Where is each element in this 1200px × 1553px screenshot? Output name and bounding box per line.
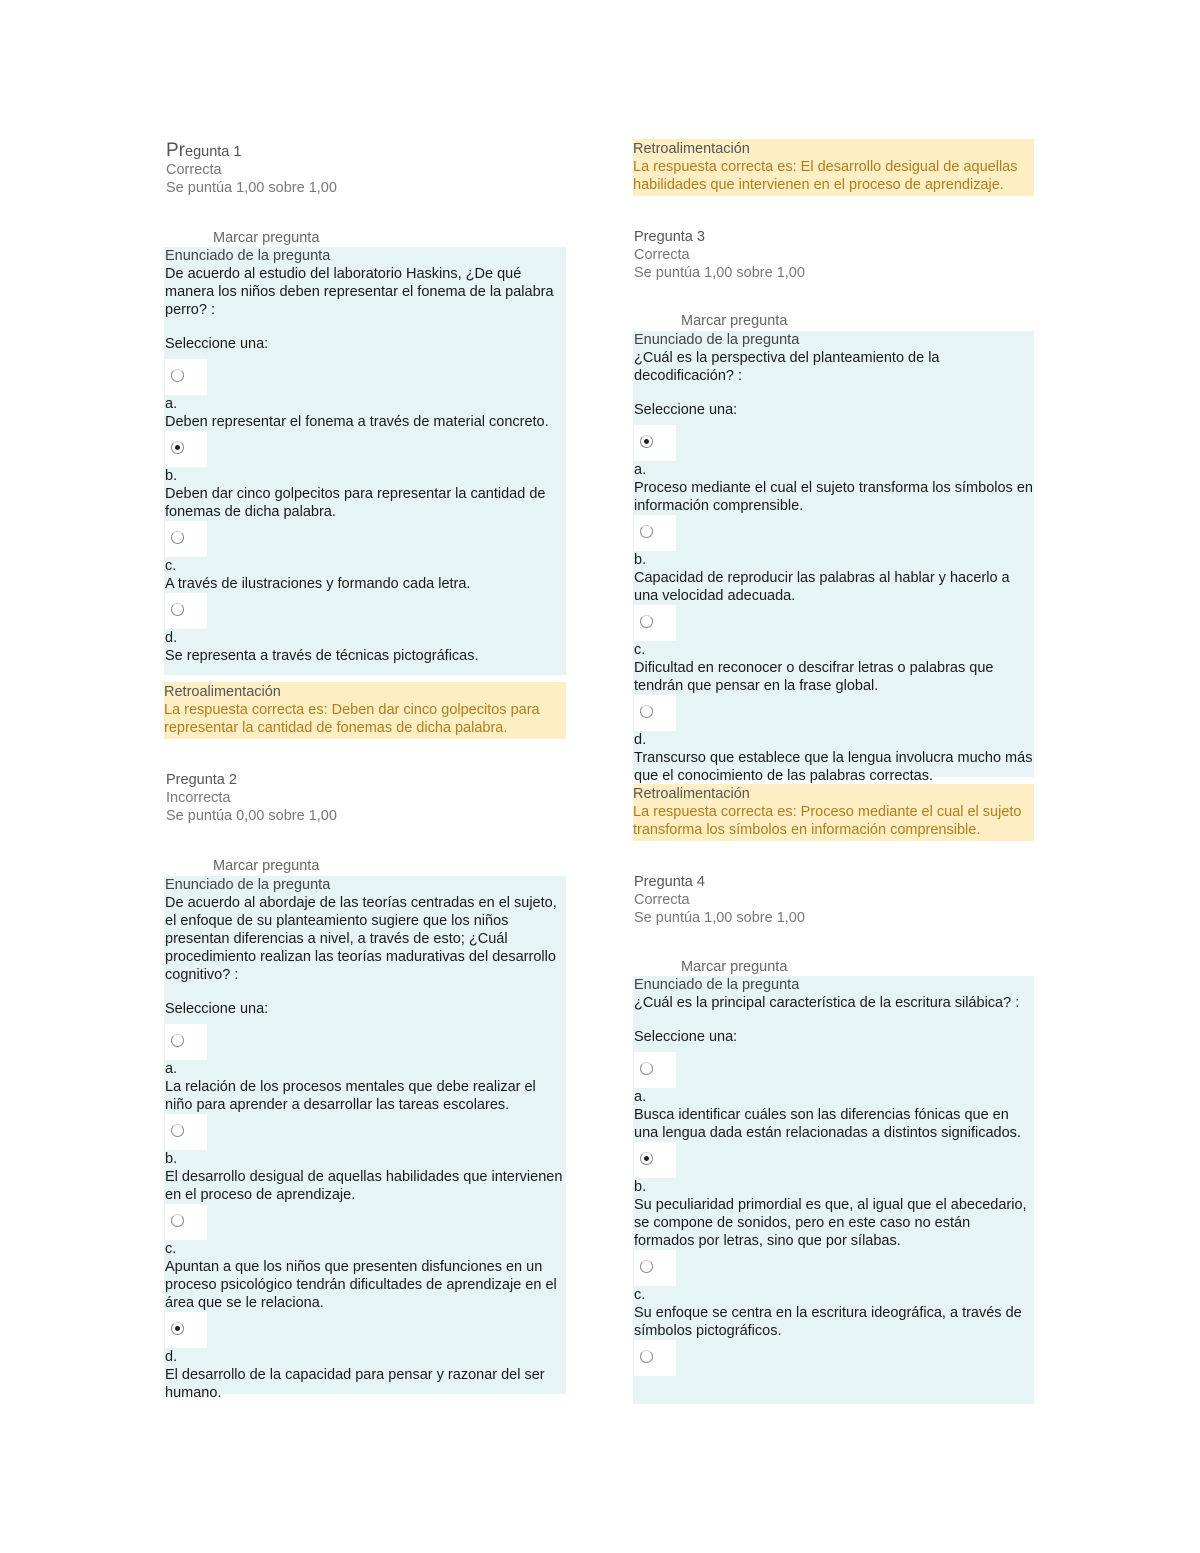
option-letter: d. <box>634 732 647 748</box>
q3-grade: Se puntúa 1,00 sobre 1,00 <box>634 265 805 281</box>
q3-options <box>634 425 1034 785</box>
q2-feedback <box>633 139 1034 196</box>
q1-feedback <box>164 682 566 739</box>
q4-options <box>634 1052 1034 1340</box>
option-text: A través de ilustraciones y formando cada letra. <box>165 576 471 592</box>
option-text: Capacidad de reproducir las palabras al hablar y hacerlo a una velocidad adecuada. <box>634 570 1010 604</box>
q4-enunciado-label: Enunciado de la pregunta <box>634 977 800 993</box>
option-text: Su enfoque se centra en la escritura ideográfica, a través de símbolos pictográficos. <box>634 1305 1022 1339</box>
option-text: Proceso mediante el cual el sujeto transforma los símbolos en información comprensible. <box>634 480 1033 514</box>
q3-option-b[interactable] <box>634 515 1034 605</box>
option-letter: b. <box>165 1151 178 1167</box>
option-text: La relación de los procesos mentales que debe realizar el niño para aprender a desarrollar las tareas escolares. <box>165 1079 536 1113</box>
option-letter: d. <box>165 630 178 646</box>
radio-cell <box>165 431 207 467</box>
radio-button[interactable] <box>171 1124 184 1137</box>
q3-info <box>634 228 805 282</box>
q3-select-label: Seleccione una: <box>634 402 738 418</box>
q2-question-box <box>164 876 566 1401</box>
option-letter: b. <box>165 468 178 484</box>
option-letter: a. <box>634 462 647 478</box>
q1-info <box>166 142 337 197</box>
radio-cell <box>634 1052 676 1088</box>
radio-cell <box>165 1204 207 1240</box>
option-letter: a. <box>165 1061 178 1077</box>
q1-feedback-title: Retroalimentación <box>164 684 281 700</box>
q3-number: Pregunta 3 <box>634 229 705 245</box>
radio-cell <box>634 605 676 641</box>
q2-option-d[interactable] <box>165 1312 566 1402</box>
option-letter: c. <box>634 642 646 658</box>
option-text: Apuntan a que los niños que presenten disfunciones en un proceso psicológico tendrán dificultades de aprendizaje en el área que se le relaciona. <box>165 1259 557 1311</box>
radio-cell <box>634 1340 676 1376</box>
q1-number: Pregunta 1 <box>166 140 242 161</box>
radio-cell <box>634 1250 676 1286</box>
q4-grade: Se puntúa 1,00 sobre 1,00 <box>634 910 805 926</box>
q3-question-box <box>633 331 1034 784</box>
radio-button[interactable] <box>640 1260 653 1273</box>
q4-trailing-radio <box>634 1340 1034 1376</box>
option-text: Deben dar cinco golpecitos para representar la cantidad de fonemas de dicha palabra. <box>165 486 546 520</box>
q1-feedback-text: La respuesta correcta es: Deben dar cinco golpecitos para representar la cantidad de fonemas de dicha palabra. <box>164 702 540 736</box>
option-text: Busca identificar cuáles son las diferencias fónicas que en una lengua dada están relacionadas a distintos significados. <box>634 1107 1021 1141</box>
q2-option-b[interactable] <box>165 1114 566 1204</box>
q1-select-label: Seleccione una: <box>165 336 269 352</box>
option-letter: b. <box>634 552 647 568</box>
q2-flag-button[interactable]: Marcar pregunta <box>213 858 320 874</box>
radio-cell <box>165 1312 207 1348</box>
q3-state: Correcta <box>634 247 690 263</box>
option-text: Dificultad en reconocer o descifrar letras o palabras que tendrán que pensar en la frase global. <box>634 660 994 694</box>
q1-option-d[interactable] <box>165 593 566 665</box>
q3-feedback-title: Retroalimentación <box>633 786 750 802</box>
radio-button[interactable] <box>640 705 653 718</box>
q3-flag-button[interactable]: Marcar pregunta <box>681 313 788 329</box>
q1-question-box <box>164 247 566 675</box>
q2-feedback-title: Retroalimentación <box>633 141 750 157</box>
option-letter: a. <box>634 1089 647 1105</box>
q1-question-text: De acuerdo al estudio del laboratorio Haskins, ¿De qué manera los niños deben representar el fonema de la palabra perro? : <box>165 266 554 318</box>
option-letter: d. <box>165 1349 178 1365</box>
q4-option-b[interactable] <box>634 1142 1034 1250</box>
q3-feedback <box>633 784 1034 841</box>
radio-button[interactable] <box>640 1062 653 1075</box>
q1-option-b[interactable] <box>165 431 566 521</box>
radio-cell <box>634 695 676 731</box>
option-letter: c. <box>634 1287 646 1303</box>
q4-flag-button[interactable]: Marcar pregunta <box>681 959 788 975</box>
q2-grade: Se puntúa 0,00 sobre 1,00 <box>166 808 337 824</box>
radio-cell <box>165 521 207 557</box>
q3-option-c[interactable] <box>634 605 1034 695</box>
q2-info <box>166 771 337 825</box>
q4-question-text: ¿Cuál es la principal característica de la escritura silábica? : <box>634 995 1020 1011</box>
option-letter: c. <box>165 558 177 574</box>
radio-cell <box>165 593 207 629</box>
radio-button[interactable] <box>640 1350 653 1363</box>
radio-button[interactable] <box>640 615 653 628</box>
q2-option-a[interactable] <box>165 1024 566 1114</box>
q2-question-text: De acuerdo al abordaje de las teorías centradas en el sujeto, el enfoque de su planteamiento sugiere que los niños presentan diferencias a nivel, a través de esto; ¿Cuál procedimiento realizan las teorías madurativas del desarrollo cognitivo? : <box>165 895 557 983</box>
radio-button[interactable] <box>171 369 184 382</box>
q2-select-label: Seleccione una: <box>165 1001 269 1017</box>
radio-cell <box>165 1114 207 1150</box>
option-text: Se representa a través de técnicas pictográficas. <box>165 648 479 664</box>
q4-option-c[interactable] <box>634 1250 1034 1340</box>
q2-options <box>165 1024 566 1402</box>
radio-button[interactable] <box>640 525 653 538</box>
q1-enunciado-label: Enunciado de la pregunta <box>165 248 331 264</box>
q3-enunciado-label: Enunciado de la pregunta <box>634 332 800 348</box>
radio-button[interactable] <box>171 531 184 544</box>
q2-feedback-text: La respuesta correcta es: El desarrollo desigual de aquellas habilidades que intervienen en el proceso de aprendizaje. <box>633 159 1018 193</box>
option-text: El desarrollo desigual de aquellas habilidades que intervienen en el proceso de aprendizaje. <box>165 1169 563 1203</box>
option-text: El desarrollo de la capacidad para pensar y razonar del ser humano. <box>165 1367 545 1401</box>
option-letter: a. <box>165 396 178 412</box>
radio-cell <box>634 1142 676 1178</box>
q3-option-d[interactable] <box>634 695 1034 785</box>
q1-flag-button[interactable]: Marcar pregunta <box>213 230 320 246</box>
q1-option-a[interactable] <box>165 359 566 431</box>
q4-state: Correcta <box>634 892 690 908</box>
q2-option-c[interactable] <box>165 1204 566 1312</box>
radio-button[interactable] <box>640 435 653 448</box>
radio-button[interactable] <box>640 1152 653 1165</box>
radio-cell <box>634 425 676 461</box>
option-text: Transcurso que establece que la lengua involucra mucho más que el conocimiento de las palabras correctas. <box>634 750 1033 784</box>
radio-cell <box>165 359 207 395</box>
q4-question-box <box>633 976 1034 1404</box>
q1-option-c[interactable] <box>165 521 566 593</box>
option-letter: c. <box>165 1241 177 1257</box>
radio-button[interactable] <box>171 1322 184 1335</box>
radio-button[interactable] <box>171 441 184 454</box>
q4-option-a[interactable] <box>634 1052 1034 1142</box>
option-letter: b. <box>634 1179 647 1195</box>
radio-button[interactable] <box>171 1034 184 1047</box>
q1-options <box>165 359 566 665</box>
q4-select-label: Seleccione una: <box>634 1029 738 1045</box>
q2-state: Incorrecta <box>166 790 231 806</box>
q2-number: Pregunta 2 <box>166 772 237 788</box>
radio-cell <box>634 515 676 551</box>
q3-question-text: ¿Cuál es la perspectiva del planteamiento de la decodificación? : <box>634 350 940 384</box>
option-text: Su peculiaridad primordial es que, al igual que el abecedario, se compone de sonidos, pero en este caso no están formados por letras, sino que por sílabas. <box>634 1197 1027 1249</box>
q4-info <box>634 873 805 927</box>
radio-cell <box>165 1024 207 1060</box>
q2-enunciado-label: Enunciado de la pregunta <box>165 877 331 893</box>
option-text: Deben representar el fonema a través de material concreto. <box>165 414 549 430</box>
q3-feedback-text: La respuesta correcta es: Proceso mediante el cual el sujeto transforma los símbolos en información comprensible. <box>633 804 1022 838</box>
radio-button[interactable] <box>171 1214 184 1227</box>
q4-number: Pregunta 4 <box>634 874 705 890</box>
q1-state: Correcta <box>166 162 222 178</box>
q3-option-a[interactable] <box>634 425 1034 515</box>
q1-grade: Se puntúa 1,00 sobre 1,00 <box>166 180 337 196</box>
radio-button[interactable] <box>171 603 184 616</box>
